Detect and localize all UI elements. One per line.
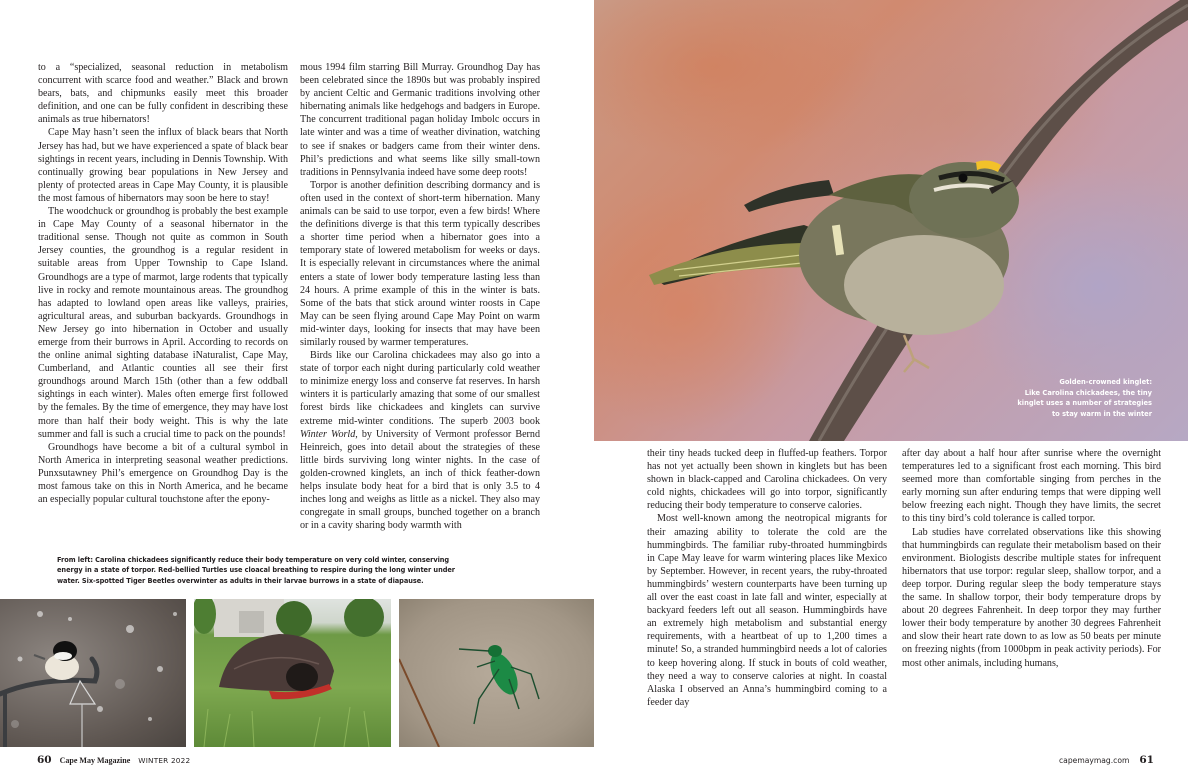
caption-line: Golden-crowned kinglet:: [1059, 378, 1152, 386]
golden-crowned-kinglet-photo: [594, 0, 1188, 441]
paragraph: Most well-known among the neotropical migrants for their amazing ability to tolerate the cold are the hummingbirds. The familiar ruby-throated hummingbirds in Cape May leave for warm wintering places like Mexico by September. However, in recent years, the ruby-throated hummingbirds’ western counterparts have been turning up all over the east coast in late fall and winter, especially at backyard feeders left out all season. Hummingbirds have an extremely high metabolism and substantial energy requirements, with a heartbeat of up to 1,200 times a minute! So, a stranded hummingbird needs a lot of calories to keep hovering along. If stuck in bouts of cold weather, they need a way to conserve calories at night. In coastal Alaska I observed an Anna’s hummingbird coming to a feeder day: [647, 513, 887, 708]
turtle-illustration: [194, 599, 391, 747]
tiger-beetle-illustration: [399, 599, 594, 747]
caption-line: kinglet uses a number of strategies: [1017, 399, 1152, 408]
paragraph: [300, 349, 540, 532]
paragraph-text: Birds like our Carolina chickadees may also go into a state of torpor each night during particularly cold weather to minimize energy loss and conserve fat reserves. In harsh winters it is particularly amazing that some of our smallest forest birds like chickadees and kinglets can survive extreme mid-winter conditions. The superb 2003 book: [300, 350, 540, 427]
chickadee-illustration: [0, 599, 186, 747]
kinglet-illustration: [594, 0, 1188, 441]
paragraph: after day about a half hour after sunrise where the overnight temperatures led to a significant frost each morning. This bird seemed more than comfortable singing from perches in the early morning sun after enduring temps that were dipping well below freezing each night. Though they have limits, the secret to this tiny bird’s cold tolerance is called torpor.: [902, 448, 1161, 525]
page-footer-left: [37, 754, 190, 766]
paragraph: their tiny heads tucked deep in fluffed-up feathers. Torpor has not yet actually been shown in kinglets but has been shown in black-capped and Carolina chickadees. On very cold nights, chickadees will go into torpor, significantly reducing their body temperature to conserve calories.: [647, 448, 887, 512]
book-title: Winter World: [300, 428, 356, 440]
hero-photo-caption: [1017, 377, 1152, 419]
page-number: 60: [37, 754, 52, 766]
article-column-2: [300, 61, 540, 532]
article-column-3: [647, 447, 887, 709]
photo-strip-caption: From left: Carolina chickadees significantly reduce their body temperature on very cold winter, conserving energy in a state of torpor. Red-bellied Turtles use cloacal breathing to respire during the long winter under water. Six-spotted Tiger Beetles overwinter as adults in their larvae burrows in a state of diapause.: [57, 556, 456, 585]
article-column-4: [902, 447, 1161, 670]
tiger-beetle-photo: [399, 599, 594, 747]
paragraph: Groundhogs have become a bit of a cultural symbol in North America in interpreting seasonal weather predictions. Punxsutawney Phil’s emergence on Groundhog Day is the most famous take on this in North America, and he became an especially popular cultural touchstone after the epony-: [38, 441, 288, 506]
paragraph: mous 1994 film starring Bill Murray. Groundhog Day has been celebrated since the 1890s but was probably inspired by ancient Celtic and Germanic traditions involving other hibernating animals like hedgehogs and badgers in Europe. The concurrent traditional pagan holiday Imbolc occurs in late winter and was a time of weather divination, watching to see if snakes or badgers came from their winter dens. Phil’s predictions and what seems like silly small-town traditions in Pennsylvania indeed have some deep roots!: [300, 62, 540, 178]
caption-line: to stay warm in the winter: [1051, 409, 1152, 418]
issue-label: WINTER 2022: [138, 756, 191, 765]
paragraph: The woodchuck or groundhog is probably the best example in Cape May County of a seasonal hibernator in the traditional sense. Though not quite as common in South Jersey counties, the groundhog is a regular resident in suitable areas from Upper Township to Cape Island. Groundhogs are a type of marmot, large rodents that typically live in rocky and remote mountainous areas. The groundhog has adapted to lowland open areas like valleys, prairies, agricultural areas, and suburban backyards. Groundhogs in New Jersey go into hibernation in October and usually emerge from their burrows in April. According to records on the online animal sighting database iNaturalist, Cape May, Cumberland, and Atlantic counties all see their first groundhogs around March 15th (other than a few oddball sightings in each winter). Males often emerge first followed by the females. By the time of emergence, they may have lost more than half their body weight. This is why the late summer and fall is such a crucial time to pack on the pounds!: [38, 206, 288, 440]
page-footer-right: [1059, 754, 1154, 766]
magazine-name: Cape May Magazine: [59, 756, 131, 765]
paragraph-text: , by University of Vermont professor Bernd Heinreich, goes into detail about the strategies of these little birds surviving long winter nights. In the case of golden-crowned kinglets, an inch of thick feather-down helps insulate body heat for a bird that is only 3.5 to 4 inches long and weighs as little as a nickel. They also may congregate in small groups, bunched together on a branch or in a cavity sharing body warmth with: [300, 428, 541, 532]
paragraph: Torpor is another definition describing dormancy and is often used in the context of short-term hibernation. Many animals can be said to use torpor, even a few birds! Where the definitions diverge is that this term typically describes a shorter time period when a hibernator goes into a temporary state of lowered metabolism for weeks or days. It is especially relevant in circumstances where the animal enters a state of lower body temperature lasting less than 24 hours. A prime example of this in the winter is bats. Some of the bats that stick around winter roosts in Cape May can be seen flying around Cape May Point on warm mid-winter days, looking for insects that may have been similarly roused by warmer temperatures.: [300, 179, 540, 348]
paragraph: Cape May hasn’t seen the influx of black bears that North Jersey has had, but we have experienced a spate of black bear sightings in recent years, including in Dennis Township. With continually growing bear populations in New Jersey and plenty of protected areas in Cape May County, it is plausible the most famous of hibernators may soon be here to stay!: [38, 127, 288, 204]
website-link[interactable]: capemaymag.com: [1059, 756, 1130, 765]
paragraph: to a “specialized, seasonal reduction in metabolism concurrent with scarce food and weather.” Black and brown bears, bats, and chipmunks easily meet this broader definition, and one can be fully confident in describing these animals as true hibernators!: [38, 62, 288, 126]
page-number: 61: [1139, 754, 1154, 766]
paragraph: Lab studies have correlated observations like this showing that hummingbirds can regulate their metabolism based on their environment. Biologists describe multiple states for infrequent hibernators that use torpor: regular sleep, shallow torpor, and a deep torpor. During regular sleep the body temperature stays the same. In shallow torpor, their body temperature drops by about 20 degrees Fahrenheit. In deep torpor they may further lower their body temperature by another 30 degrees Fahrenheit and slow their heart rate down to as low as 50 beats per minute on freezing nights (from 1000bpm in peak activity periods). For most other animals, including humans,: [902, 526, 1161, 669]
turtle-photo: [194, 599, 391, 747]
chickadee-photo: [0, 599, 186, 747]
caption-line: Like Carolina chickadees, the tiny: [1024, 388, 1152, 397]
article-column-1: [38, 61, 288, 506]
